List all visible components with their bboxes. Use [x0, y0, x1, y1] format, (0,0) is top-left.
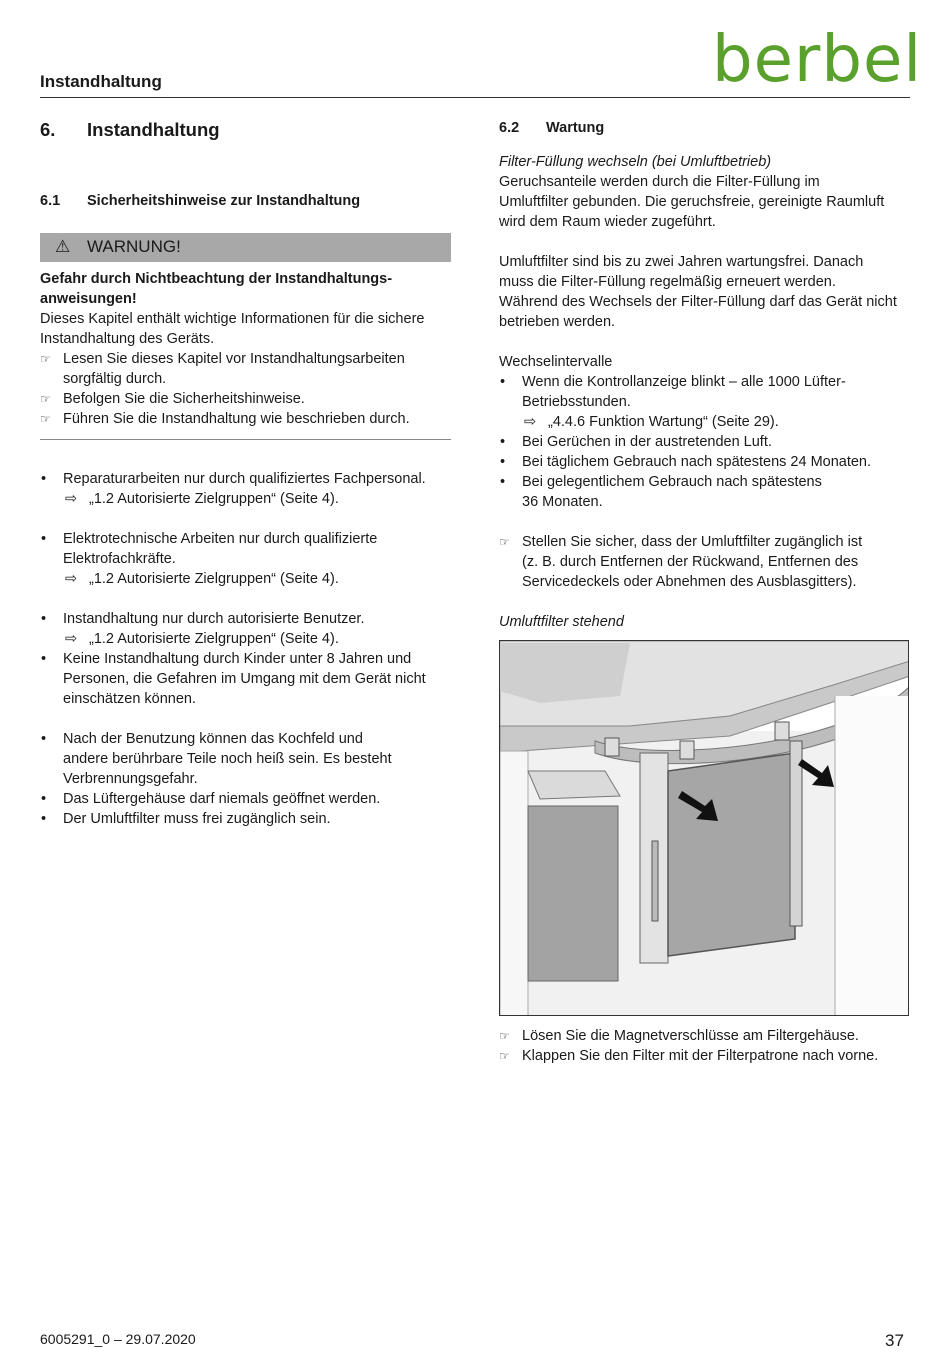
post-figure-steps — [499, 1026, 919, 1066]
list-item: • Bei täglichem Gebrauch nach spätestens 24 Monaten. — [500, 454, 872, 470]
section-number: 6.1 — [40, 193, 61, 209]
bullet-dot: • — [41, 471, 47, 487]
figure-caption: Umluftfilter stehend — [499, 614, 624, 630]
cross-reference: ⇨ „1.2 Autorisierte Zielgruppen“ (Seite 4). — [65, 631, 339, 647]
cross-reference: ⇨ „1.2 Autorisierte Zielgruppen“ (Seite 4). — [65, 571, 339, 587]
header-divider — [40, 97, 910, 98]
instruction-step: ☞ Stellen Sie sicher, dass der Umluftfilter zugänglich ist — [499, 534, 863, 550]
instruction-step: ☞ Lesen Sie dieses Kapitel vor Instandhaltungsarbeiten — [40, 351, 405, 367]
bullet-dot: • — [500, 374, 506, 390]
list-item: • Wenn die Kontrollanzeige blinkt – alle 1000 Lüfter- — [500, 374, 846, 390]
bullet-dot: • — [500, 434, 506, 450]
arrow-right-icon: ⇨ — [524, 414, 537, 430]
arrow-right-icon: ⇨ — [65, 631, 78, 647]
list-item: • Der Umluftfilter muss frei zugänglich sein. — [41, 811, 331, 827]
instruction-step: ☞ Befolgen Sie die Sicherheitshinweise. — [40, 391, 305, 407]
instruction-step-cont: sorgfältig durch. — [63, 371, 167, 387]
section-title: Sicherheitshinweise zur Instandhaltung — [87, 193, 361, 209]
warning-title-line: Gefahr durch Nichtbeachtung der Instandhaltungs- — [40, 271, 393, 287]
section-heading-6-2 — [499, 120, 604, 136]
paragraph-line: Geruchsanteile werden durch die Filter-Füllung im — [499, 174, 820, 190]
list-item: • Das Lüftergehäuse darf niemals geöffnet werden. — [41, 791, 381, 807]
list-item: • Bei gelegentlichem Gebrauch nach spätestens — [500, 474, 822, 490]
maintenance-text: Filter-Füllung wechseln (bei Umluftbetrieb) Geruchsanteile werden durch die Filter-Füllung im Umluftfilter gebunden. Die geruchsfreie, gereinigte Raumluft wird dem Raum wieder zugeführt. Umluftfilter sind bis zu zwei Jahren wartungsfrei. Danach muss die Filter-Füllung regelmäßig erneuert werden. Während des Wechsels der Filter-Füllung darf das Gerät nicht betrieben werden. Wechselintervalle • Wenn die Kontrollanzeige blinkt – alle 1000 Lüfter- Betriebsstunden. ⇨ „4.4.6 Funktion Wartung“ (Seite 29). • Bei Gerüchen in der austretenden Luft. • Bei täglichem Gebrauch nach spätestens 24 Monaten. • Bei gelegentlichem Gebrauch nach spätestens 36 Monaten. ☞ Stellen Sie sicher, dass der Umluftfilter zugänglich ist (z. B. durch Entfernen der Rückwand, Entfernen des Servicedeckels oder Abnehmen des Ausblasgitters). Umluftfilter stehend — [499, 152, 919, 632]
hand-pointer-icon: ☞ — [499, 1049, 510, 1063]
cross-reference: ⇨ „4.4.6 Funktion Wartung“ (Seite 29). — [524, 414, 779, 430]
warning-label: WARNUNG! — [87, 237, 181, 256]
hand-pointer-icon: ☞ — [40, 392, 51, 406]
section-heading-6-1 — [40, 193, 360, 209]
arrow-right-icon: ⇨ — [65, 571, 78, 587]
bullet-dot: • — [41, 791, 47, 807]
warning-triangle-icon: ⚠ — [55, 237, 71, 256]
interval-title: Wechselintervalle — [499, 354, 613, 370]
safety-bullets: • Reparaturarbeiten nur durch qualifiziertes Fachpersonal. ⇨ „1.2 Autorisierte Zielgruppen“ (Seite 4). • Elektrotechnische Arbeiten nur durch qualifizierte Elektrofachkräfte. ⇨ „1.2 Autorisierte Zielgruppen“ (Seite 4). • Instandhaltung nur durch autorisierte Benutzer. ⇨ „1.2 Autorisierte Zielgruppen“ (Seite 4). • Keine Instandhaltung durch Kinder unter 8 Jahren und Personen, die Gefahren im Umgang mit dem Gerät nicht einschätzen können. • Nach der Benutzung können das Kochfeld und andere berührbare Teile noch heiß sein. Es besteht Verbrennungsgefahr. • Das Lüftergehäuse darf niemals geöffnet werden. • Der Umluftfilter muss frei zugänglich sein. — [40, 469, 460, 829]
arrow-right-icon: ⇨ — [65, 491, 78, 507]
list-item: • Keine Instandhaltung durch Kinder unter 8 Jahren und — [41, 651, 412, 667]
chapter-number: 6. — [40, 119, 56, 140]
list-item: • Bei Gerüchen in der austretenden Luft. — [500, 434, 772, 450]
list-item: • Instandhaltung nur durch autorisierte Benutzer. — [41, 611, 365, 627]
instruction-step: ☞ Lösen Sie die Magnetverschlüsse am Filtergehäuse. — [499, 1028, 859, 1044]
warning-divider — [40, 439, 451, 440]
bullet-dot: • — [41, 531, 47, 547]
chapter-heading — [40, 119, 220, 141]
header-section-title: Instandhaltung — [40, 72, 162, 91]
section-number: 6.2 — [499, 120, 520, 136]
bullet-dot: • — [41, 611, 47, 627]
hand-pointer-icon: ☞ — [499, 535, 510, 549]
subheading-italic: Filter-Füllung wechseln (bei Umluftbetrieb) — [499, 154, 772, 170]
footer-doc-id: 6005291_0 – 29.07.2020 — [40, 1331, 196, 1347]
filter-drawing — [500, 641, 909, 1016]
instruction-step: ☞ Klappen Sie den Filter mit der Filterpatrone nach vorne. — [499, 1048, 879, 1064]
paragraph-line: Umluftfilter sind bis zu zwei Jahren wartungsfrei. Danach — [499, 254, 864, 270]
hand-pointer-icon: ☞ — [40, 352, 51, 366]
instruction-step: ☞ Führen Sie die Instandhaltung wie beschrieben durch. — [40, 411, 410, 427]
filter-illustration — [499, 640, 909, 1016]
paragraph-line: betrieben werden. — [499, 314, 616, 330]
chapter-title: Instandhaltung — [87, 119, 220, 140]
bullet-dot: • — [41, 811, 47, 827]
warning-body-line: Instandhaltung des Geräts. — [40, 331, 215, 347]
hand-pointer-icon: ☞ — [499, 1029, 510, 1043]
warning-content — [40, 269, 460, 429]
warning-banner — [40, 233, 451, 262]
warning-body-line: Dieses Kapitel enthält wichtige Informationen für die sichere — [40, 311, 425, 327]
bullet-dot: • — [500, 454, 506, 470]
cross-reference: ⇨ „1.2 Autorisierte Zielgruppen“ (Seite 4). — [65, 491, 339, 507]
brand-logo: berbel — [712, 23, 923, 97]
paragraph-line: muss die Filter-Füllung regelmäßig erneuert werden. — [499, 274, 836, 290]
hand-pointer-icon: ☞ — [40, 412, 51, 426]
footer-page-number: 37 — [885, 1331, 904, 1350]
bullet-dot: • — [41, 731, 47, 747]
list-item: • Elektrotechnische Arbeiten nur durch qualifizierte — [41, 531, 378, 547]
section-title: Wartung — [546, 120, 605, 136]
bullet-dot: • — [41, 651, 47, 667]
list-item: • Nach der Benutzung können das Kochfeld und — [41, 731, 363, 747]
paragraph-line: Umluftfilter gebunden. Die geruchsfreie, gereinigte Raumluft — [499, 194, 885, 210]
bullet-dot: • — [500, 474, 506, 490]
paragraph-line: wird dem Raum wieder zugeführt. — [499, 214, 716, 230]
paragraph-line: Während des Wechsels der Filter-Füllung darf das Gerät nicht — [499, 294, 897, 310]
warning-title-line: anweisungen! — [40, 291, 137, 307]
list-item: • Reparaturarbeiten nur durch qualifiziertes Fachpersonal. — [41, 471, 426, 487]
